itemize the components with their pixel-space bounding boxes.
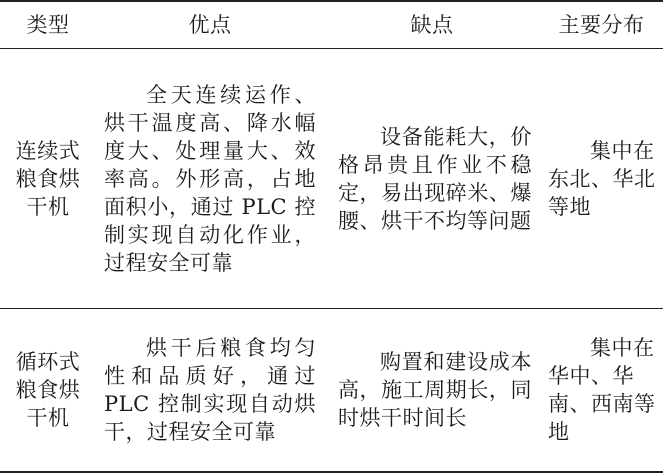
- cell-distribution: 集中在东北、华北等地: [540, 49, 663, 309]
- cell-type: 循环式粮食烘干机: [0, 309, 96, 473]
- header-pros: 优点: [96, 1, 324, 49]
- header-distribution: 主要分布: [540, 1, 663, 49]
- cell-cons: 设备能耗大，价格昂贵且作业不稳定，易出现碎米、爆腰、烘干不均等问题: [324, 49, 540, 309]
- cell-pros: 全天连续运作、烘干温度高、降水幅度大、处理量大、效率高。外形高，占地面积小，通过 PLC 控制实现自动化作业，过程安全可靠: [96, 49, 324, 309]
- cell-cons: 购置和建设成本高，施工周期长，同时烘干时间长: [324, 309, 540, 473]
- cell-type: 连续式粮食烘干机: [0, 49, 96, 309]
- table-row: [0, 309, 663, 473]
- table-row: [0, 49, 663, 309]
- cell-pros: 烘干后粮食均匀性和品质好，通过 PLC 控制实现自动烘干，过程安全可靠: [96, 309, 324, 473]
- table-header-row: [0, 1, 663, 49]
- header-cons: 缺点: [324, 1, 540, 49]
- header-type: 类型: [0, 1, 96, 49]
- cell-distribution: 集中在华中、华南、西南等地: [540, 309, 663, 473]
